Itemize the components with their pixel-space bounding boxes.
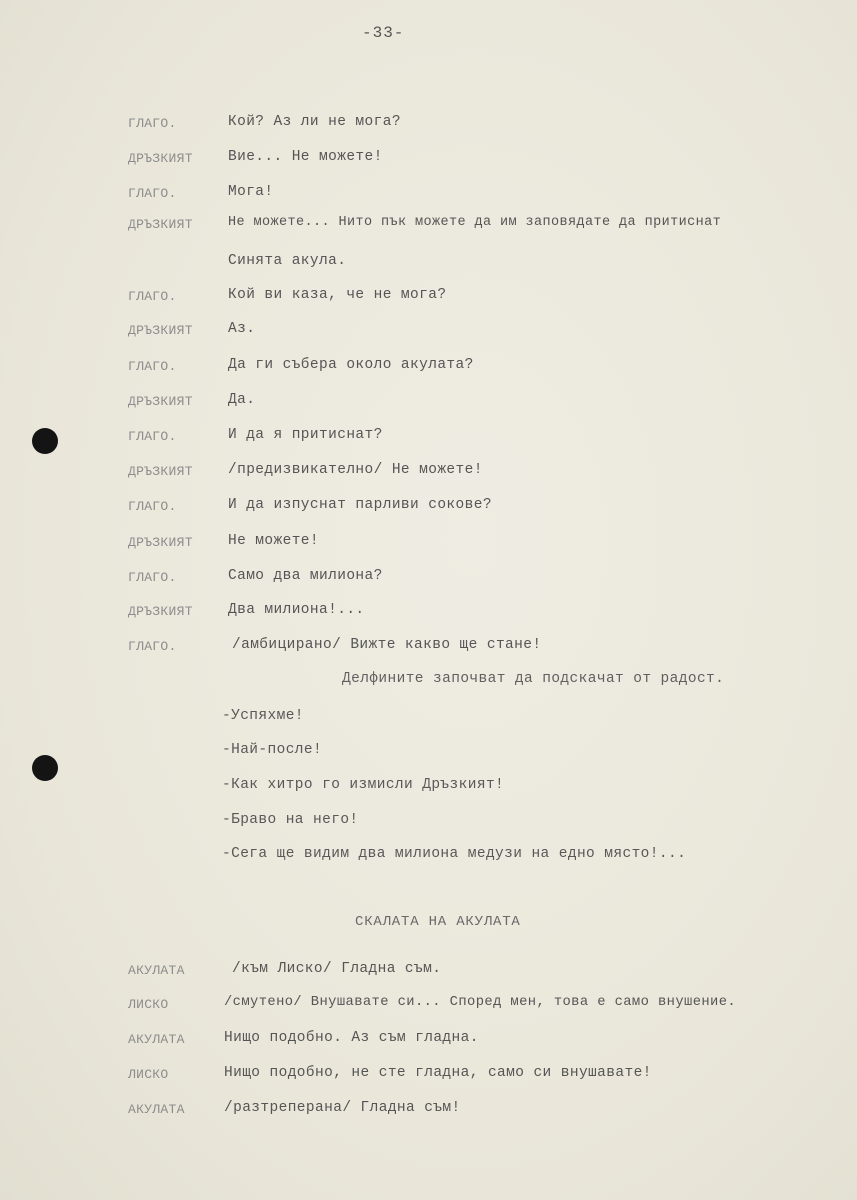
speaker-name: ГЛАГО.	[128, 499, 177, 514]
scene-title: СКАЛАТА НА АКУЛАТА	[355, 914, 521, 930]
speaker-name: ГЛАГО.	[128, 116, 177, 131]
speech-line: Не можете... Нито пък можете да им заповядате да притиснат	[228, 215, 722, 230]
speech-line: Вие... Не можете!	[228, 149, 383, 165]
chorus-line: -Най-после!	[222, 742, 323, 758]
chorus-line: -Как хитро го измисли Дръзкият!	[222, 777, 505, 793]
speech-line: /предизвикателно/ Не можете!	[228, 462, 483, 478]
speech-line: Нищо подобно, не сте гладна, само си внушавате!	[224, 1065, 652, 1081]
speech-line: И да изпуснат парливи сокове?	[228, 497, 492, 513]
speaker-name: АКУЛАТА	[128, 963, 185, 978]
speaker-name: ГЛАГО.	[128, 289, 177, 304]
stage-direction: Делфините започват да подскачат от радост.	[342, 671, 725, 687]
speaker-name: ДРЪЗКИЯТ	[128, 323, 193, 338]
speech-line: Само два милиона?	[228, 568, 383, 584]
speech-line: /към Лиско/ Гладна съм.	[232, 961, 442, 977]
chorus-line: -Сега ще видим два милиона медузи на едно място!...	[222, 846, 687, 862]
speaker-name: ГЛАГО.	[128, 639, 177, 654]
speaker-name: ДРЪЗКИЯТ	[128, 604, 193, 619]
speaker-name: ДРЪЗКИЯТ	[128, 217, 193, 232]
page-number: -33-	[362, 24, 405, 42]
speech-line: Синята акула.	[228, 253, 347, 269]
speech-line: Не можете!	[228, 533, 320, 549]
speaker-name: АКУЛАТА	[128, 1032, 185, 1047]
chorus-line: -Успяхме!	[222, 708, 304, 724]
speech-line: Да ги събера около акулата?	[228, 357, 474, 373]
speech-line: Кой? Аз ли не мога?	[228, 114, 401, 130]
speaker-name: ГЛАГО.	[128, 186, 177, 201]
speech-line: Мога!	[228, 184, 274, 200]
speech-line: Нищо подобно. Аз съм гладна.	[224, 1030, 479, 1046]
speaker-name: ДРЪЗКИЯТ	[128, 394, 193, 409]
speaker-name: ГЛАГО.	[128, 359, 177, 374]
speaker-name: ЛИСКО	[128, 997, 169, 1012]
speech-line: /амбицирано/ Вижте какво ще стане!	[232, 637, 542, 653]
speech-line: И да я притиснат?	[228, 427, 383, 443]
speaker-name: ГЛАГО.	[128, 570, 177, 585]
speech-line: Два милиона!...	[228, 602, 365, 618]
speech-line: /разтреперана/ Гладна съм!	[224, 1100, 461, 1116]
speaker-name: ДРЪЗКИЯТ	[128, 151, 193, 166]
speaker-name: ДРЪЗКИЯТ	[128, 535, 193, 550]
speaker-name: ДРЪЗКИЯТ	[128, 464, 193, 479]
speaker-name: АКУЛАТА	[128, 1102, 185, 1117]
speech-line: Аз.	[228, 321, 256, 337]
speech-line: Да.	[228, 392, 256, 408]
speaker-name: ЛИСКО	[128, 1067, 169, 1082]
speech-line: /смутено/ Внушавате си... Според мен, това е само внушение.	[224, 995, 737, 1010]
speaker-name: ГЛАГО.	[128, 429, 177, 444]
binder-hole-top	[32, 428, 58, 454]
chorus-line: -Браво на него!	[222, 812, 359, 828]
speech-line: Кой ви каза, че не мога?	[228, 287, 447, 303]
binder-hole-bottom	[32, 755, 58, 781]
